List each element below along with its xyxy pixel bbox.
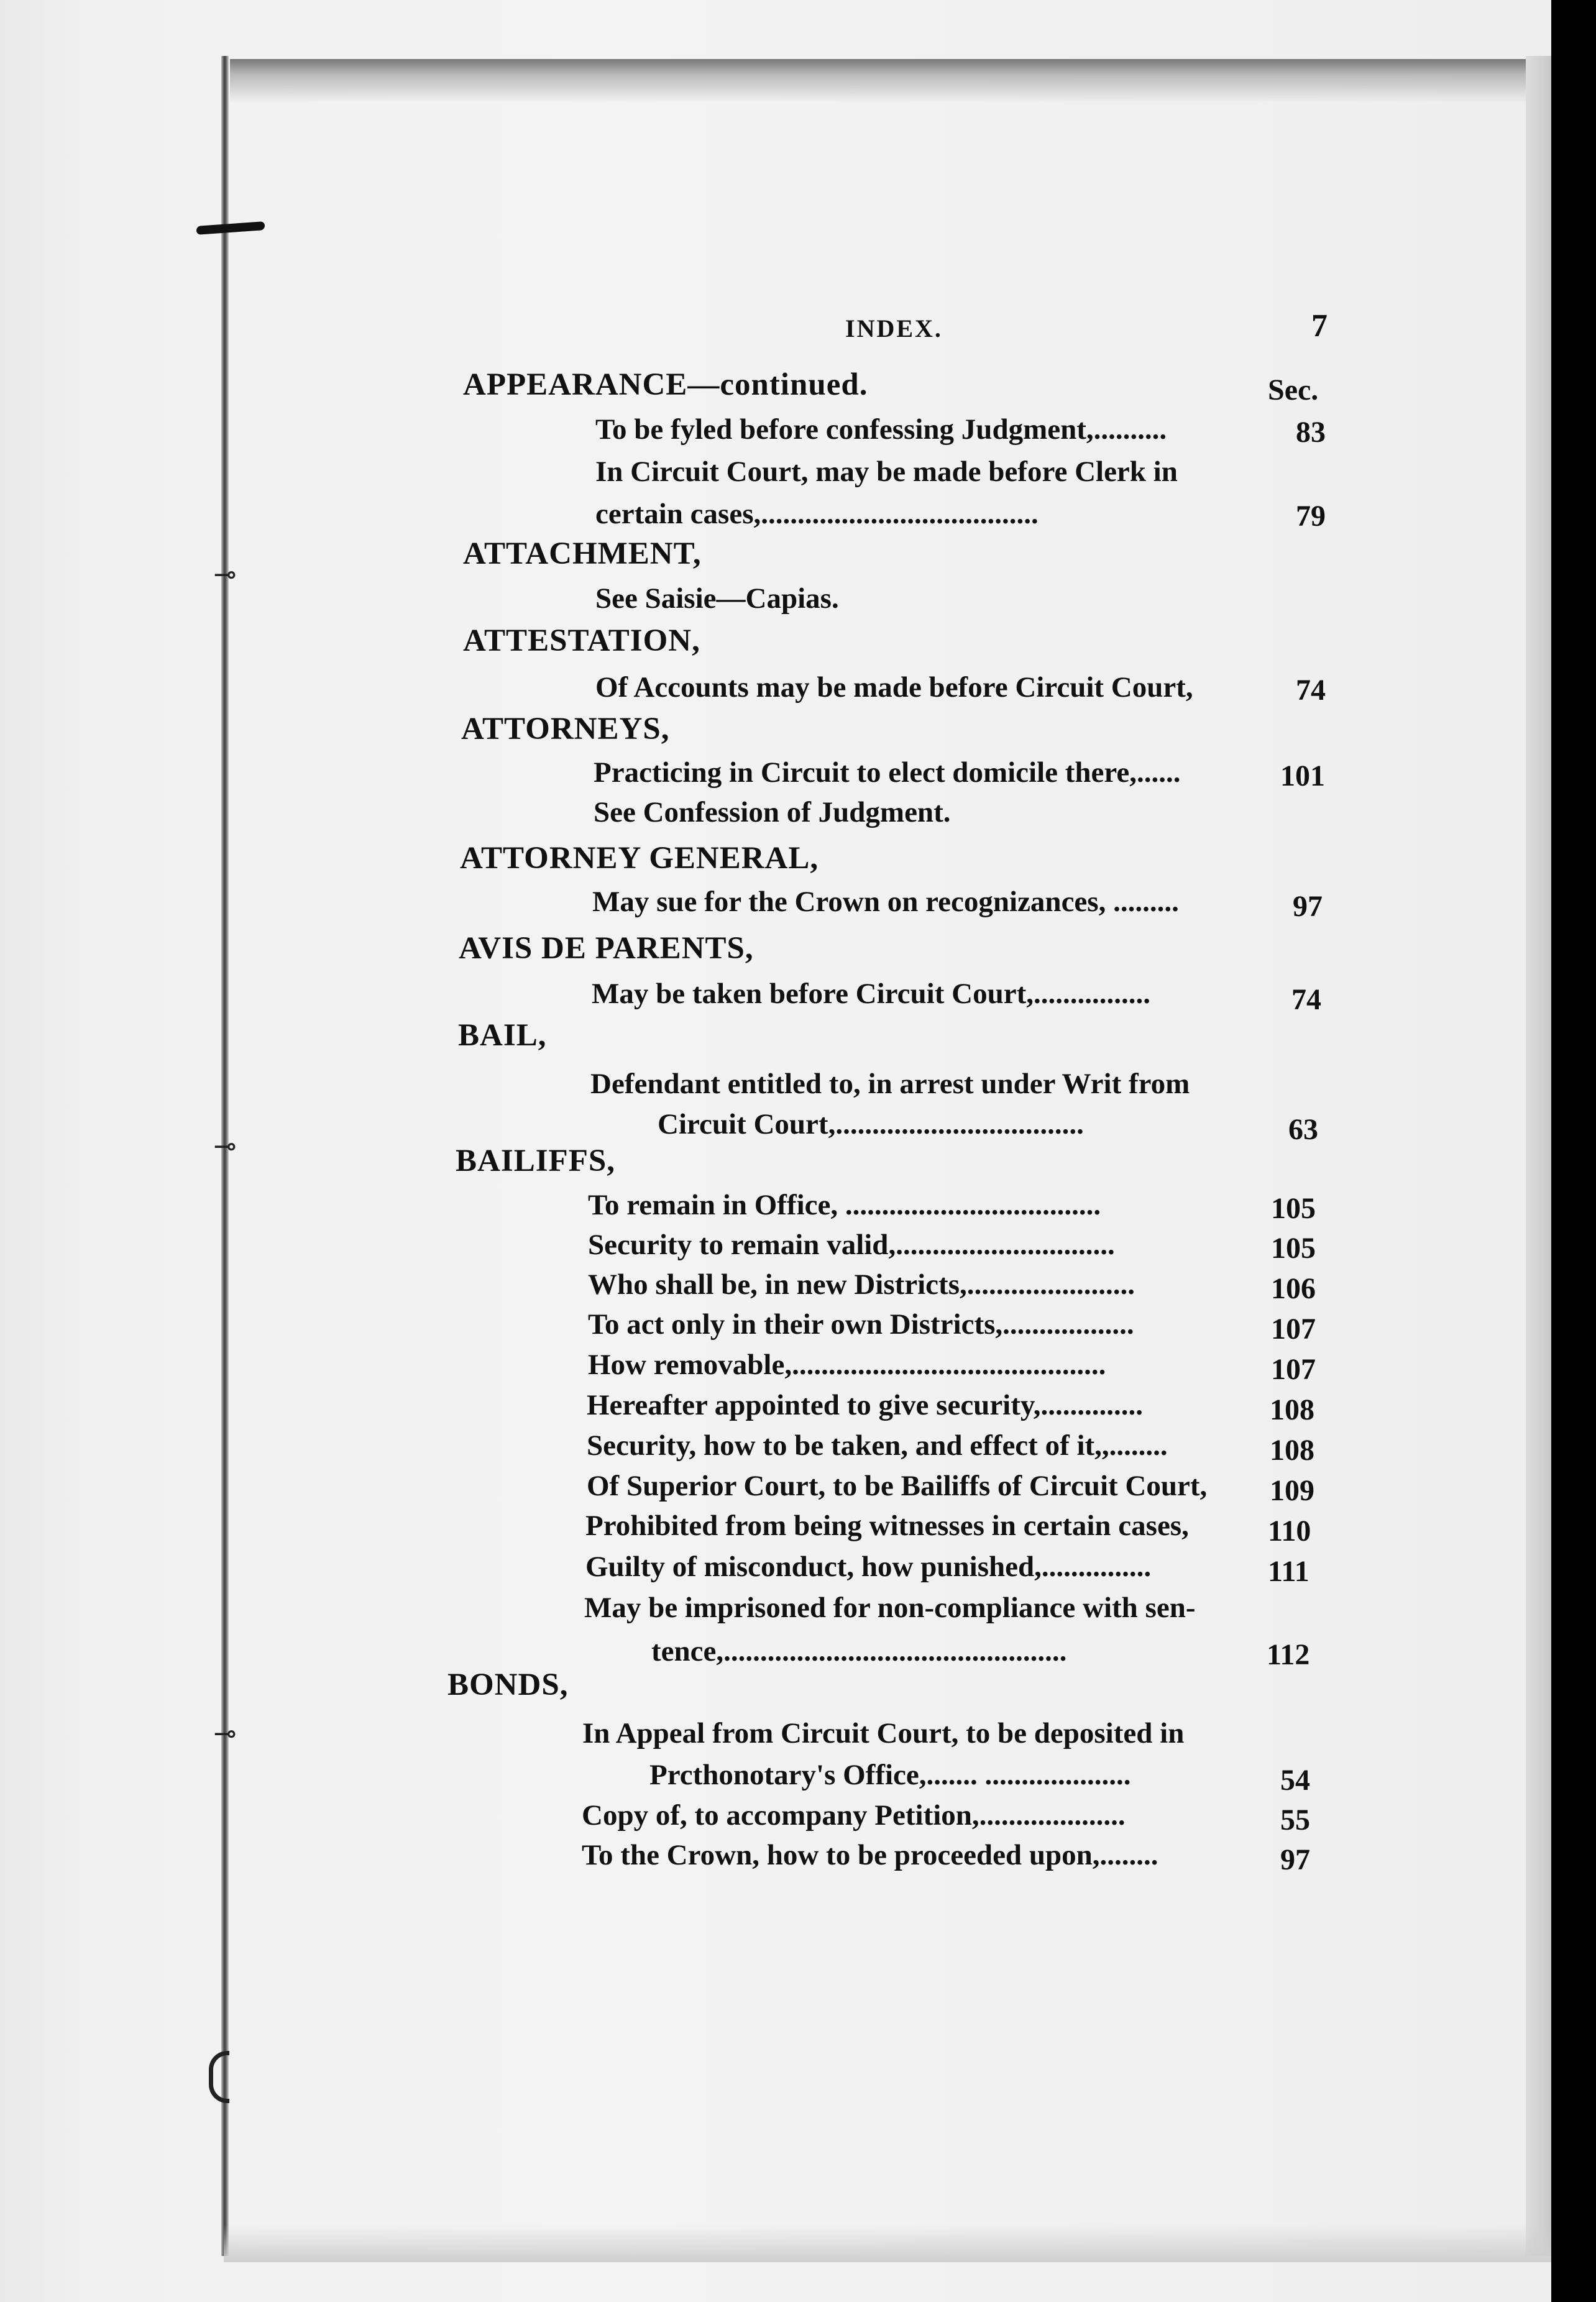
heading-bailiffs: BAILIFFS, xyxy=(456,1144,615,1178)
entry-bail-1b: Circuit Court,.................................. xyxy=(658,1108,1084,1140)
entry-attorneys-2: See Confession of Judgment. xyxy=(594,796,951,828)
entry-appearance-2a: In Circuit Court, may be made before Clerk in xyxy=(595,456,1178,488)
entry-bailiffs-11a: May be imprisoned for non-compliance with sen- xyxy=(584,1592,1196,1624)
entry-appearance-1: To be fyled before confessing Judgment,.......... xyxy=(595,413,1167,446)
sec-number: 54 xyxy=(1280,1764,1310,1797)
heading-attorneys: ATTORNEYS, xyxy=(461,712,670,746)
entry-avis-1: May be taken before Circuit Court,................ xyxy=(592,978,1150,1010)
running-head: INDEX. xyxy=(845,314,943,342)
entry-bailiffs-6: Hereafter appointed to give security,.............. xyxy=(587,1389,1144,1421)
entry-bailiffs-1: To remain in Office, ................................... xyxy=(588,1189,1101,1221)
entry-bailiffs-10: Guilty of misconduct, how punished,............... xyxy=(585,1551,1152,1583)
heading-attachment: ATTACHMENT, xyxy=(463,536,702,571)
sec-column-label: Sec. xyxy=(1268,374,1319,406)
entry-appearance-2b: certain cases,...................................... xyxy=(595,498,1039,530)
sec-number: 83 xyxy=(1296,416,1326,449)
entry-bailiffs-11b: tence,............................................... xyxy=(651,1635,1067,1667)
entry-bonds-2: Copy of, to accompany Petition,.................... xyxy=(582,1799,1126,1832)
sec-number: 79 xyxy=(1296,500,1326,533)
binding-stitch-1: ⊸ xyxy=(213,559,237,590)
sec-number: 74 xyxy=(1296,674,1326,707)
entry-bailiffs-8: Of Superior Court, to be Bailiffs of Circuit Court, xyxy=(587,1470,1208,1502)
entry-bailiffs-3: Who shall be, in new Districts,....................... xyxy=(588,1268,1135,1301)
sec-number: 106 xyxy=(1271,1272,1316,1305)
entry-bonds-1b: Prcthonotary's Office,....... .................... xyxy=(649,1759,1131,1791)
entry-attestation-1: Of Accounts may be made before Circuit Court, xyxy=(595,671,1193,704)
entry-attorney-general-1: May sue for the Crown on recognizances, ......... xyxy=(592,886,1179,918)
sec-number: 107 xyxy=(1271,1353,1316,1386)
entry-bailiffs-4: To act only in their own Districts,.................. xyxy=(588,1308,1134,1341)
sec-number: 110 xyxy=(1268,1515,1311,1548)
entry-bonds-1a: In Appeal from Circuit Court, to be deposited in xyxy=(582,1717,1185,1749)
sec-number: 97 xyxy=(1293,890,1323,923)
heading-bonds: BONDS, xyxy=(447,1667,569,1702)
binding-stitch-2: ⊸ xyxy=(213,1131,237,1162)
entry-bail-1a: Defendant entitled to, in arrest under Writ from xyxy=(590,1068,1190,1100)
sec-number: 105 xyxy=(1271,1232,1316,1265)
heading-bail: BAIL, xyxy=(458,1018,547,1053)
entry-bailiffs-7: Security, how to be taken, and effect of it,,........ xyxy=(587,1429,1168,1462)
entry-attachment-1: See Saisie—Capias. xyxy=(595,582,839,615)
heading-attestation: ATTESTATION, xyxy=(463,623,700,658)
entry-bailiffs-9: Prohibited from being witnesses in certain cases, xyxy=(585,1510,1189,1542)
entry-bailiffs-5: How removable,........................................... xyxy=(588,1349,1106,1381)
heading-avis-de-parents: AVIS DE PARENTS, xyxy=(459,931,754,966)
sec-number: 109 xyxy=(1270,1474,1314,1507)
sec-number: 63 xyxy=(1288,1113,1318,1146)
entry-bonds-3: To the Crown, how to be proceeded upon,........ xyxy=(582,1839,1158,1871)
sec-number: 112 xyxy=(1267,1638,1310,1671)
entry-attorneys-1: Practicing in Circuit to elect domicile there,...... xyxy=(594,756,1181,789)
entry-bailiffs-2: Security to remain valid,.............................. xyxy=(588,1229,1115,1261)
heading-appearance: APPEARANCE—continued. xyxy=(463,367,868,402)
page-number: 7 xyxy=(1311,308,1328,344)
sec-number: 97 xyxy=(1280,1843,1310,1876)
sec-number: 111 xyxy=(1268,1555,1309,1588)
binding-stitch-3: ⊸ xyxy=(213,1718,237,1749)
sec-number: 108 xyxy=(1270,1393,1314,1426)
sec-number: 55 xyxy=(1280,1804,1310,1837)
heading-attorney-general: ATTORNEY GENERAL, xyxy=(460,841,819,876)
sec-number: 108 xyxy=(1270,1434,1314,1467)
sec-number: 107 xyxy=(1271,1313,1316,1346)
sec-number: 105 xyxy=(1271,1192,1316,1225)
sec-number: 101 xyxy=(1280,759,1325,792)
sec-number: 74 xyxy=(1291,983,1321,1016)
